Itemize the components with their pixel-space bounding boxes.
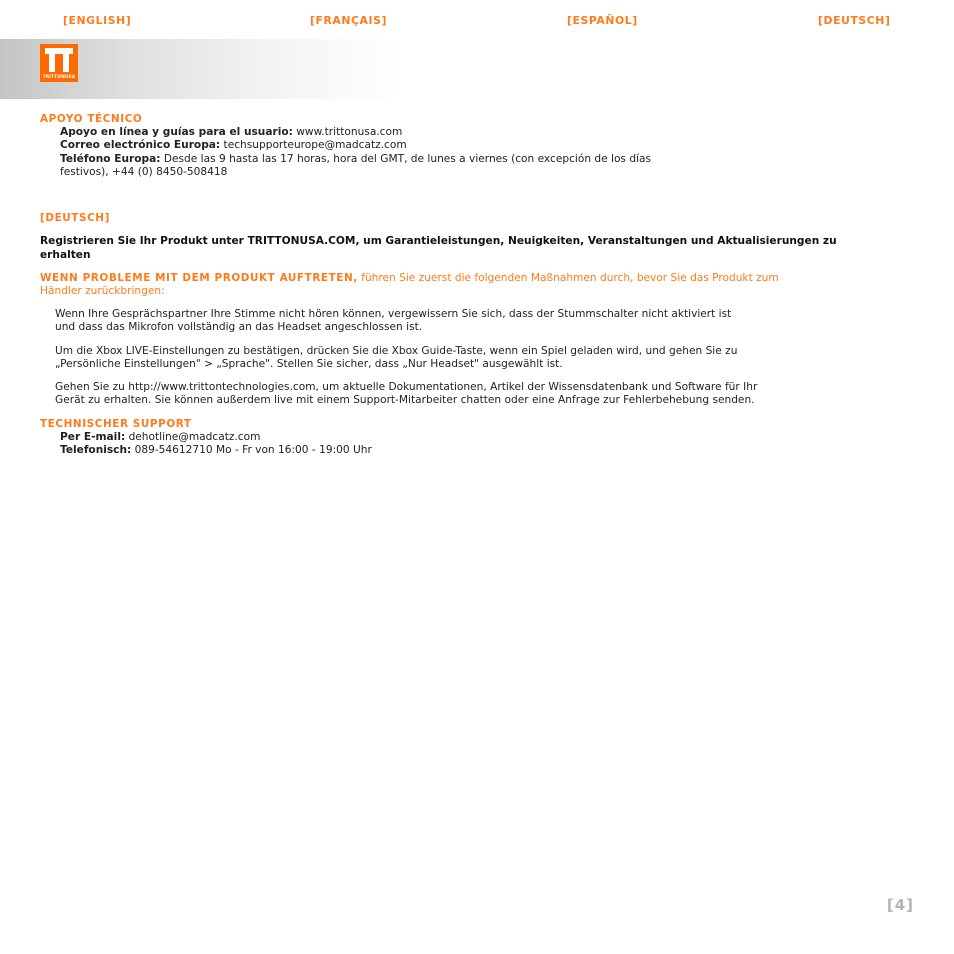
- step-3-cont: Gerät zu erhalten. Sie können außerdem live mit einem Support-Mitarbeiter chatten oder eine Anfrage zur Fehlerbehebung senden.: [55, 394, 755, 406]
- lang-link-francais[interactable]: [FRANÇAIS]: [310, 14, 388, 27]
- problem-intro: [40, 272, 779, 286]
- apoyo-online-line: [60, 126, 402, 140]
- apoyo-heading: APOYO TÉCNICO: [40, 113, 143, 125]
- apoyo-email-label: Correo electrónico Europa:: [60, 139, 221, 151]
- support-phone-value: 089-54612710 Mo - Fr von 16:00 - 19:00 Uhr: [134, 444, 372, 456]
- lang-link-espanol[interactable]: [ESPAÑOL]: [567, 14, 638, 27]
- support-heading: TECHNISCHER SUPPORT: [40, 418, 192, 430]
- step-2: Um die Xbox LIVE-Einstellungen zu bestätigen, drücken Sie die Xbox Guide-Taste, wenn ein Spiel geladen wird, und gehen Sie zu: [55, 345, 738, 357]
- apoyo-phone-value-cont: festivos), +44 (0) 8450-508418: [60, 166, 228, 178]
- lang-link-english[interactable]: [ENGLISH]: [63, 14, 132, 27]
- step-3: Gehen Sie zu http://www.trittontechnologies.com, um aktuelle Dokumentationen, Artikel der Wissensdatenbank und Software für Ihr: [55, 381, 758, 393]
- register-text: Registrieren Sie Ihr Produkt unter TRITTONUSA.COM, um Garantieleistungen, Neuigkeiten, Veranstaltungen und Aktualisierungen zu: [40, 235, 837, 247]
- problem-heading: WENN PROBLEME MIT DEM PRODUKT AUFTRETEN,: [40, 272, 358, 284]
- problem-text: führen Sie zuerst die folgenden Maßnahmen durch, bevor Sie das Produkt zum: [357, 272, 779, 284]
- apoyo-email-link[interactable]: techsupporteurope@madcatz.com: [223, 139, 407, 151]
- apoyo-phone-value: Desde las 9 hasta las 17 horas, hora del GMT, de lunes a viernes (con excepción de los días: [163, 153, 651, 165]
- apoyo-phone-label: Teléfono Europa:: [60, 153, 161, 165]
- problem-text-cont: Händler zurückbringen:: [40, 285, 165, 297]
- language-nav: [0, 14, 954, 28]
- deutsch-heading: [DEUTSCH]: [40, 212, 110, 224]
- tritton-logo: [40, 44, 78, 82]
- logo-text: TRITTONUSA: [42, 75, 76, 80]
- support-phone-label: Telefonisch:: [60, 444, 132, 456]
- apoyo-online-link[interactable]: www.trittonusa.com: [296, 126, 403, 138]
- apoyo-email-line: [60, 139, 407, 153]
- apoyo-online-label: Apoyo en línea y guías para el usuario:: [60, 126, 293, 138]
- step-1: Wenn Ihre Gesprächspartner Ihre Stimme nicht hören können, vergewissern Sie sich, dass der Stummschalter nicht aktiviert ist: [55, 308, 732, 320]
- page-number: [4]: [886, 896, 914, 914]
- support-email-label: Per E-mail:: [60, 431, 126, 443]
- step-1-cont: und dass das Mikrofon vollständig an das Headset angeschlossen ist.: [55, 321, 423, 333]
- support-email-link[interactable]: dehotline@madcatz.com: [128, 431, 261, 443]
- support-phone-line: [60, 444, 372, 458]
- register-text-cont: erhalten: [40, 249, 91, 261]
- support-email-line: [60, 431, 260, 445]
- lang-link-deutsch[interactable]: [DEUTSCH]: [818, 14, 891, 27]
- apoyo-phone-line: [60, 153, 820, 167]
- step-2-cont: „Persönliche Einstellungen" > „Sprache". Stellen Sie sicher, dass „Nur Headset" ausgewählt ist.: [55, 358, 563, 370]
